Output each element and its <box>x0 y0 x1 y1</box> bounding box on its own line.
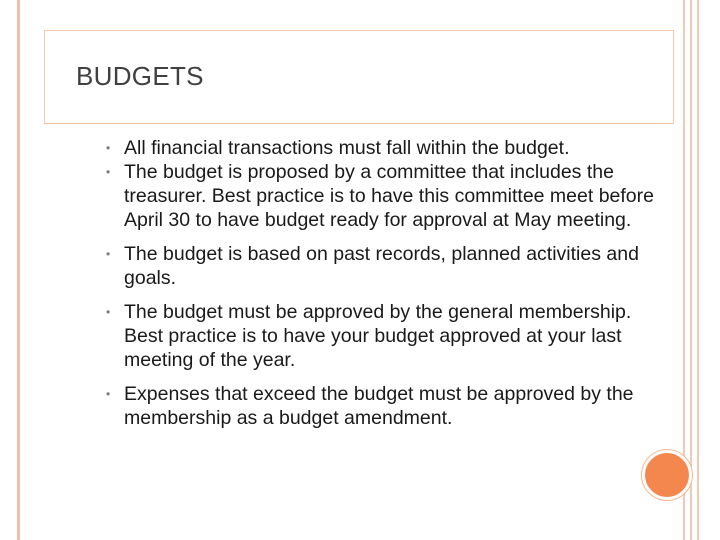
bullet-item <box>100 382 660 430</box>
bullet-dot-icon: • <box>106 165 111 179</box>
right-decorative-line-3 <box>697 0 699 540</box>
accent-circle-decoration <box>642 450 692 500</box>
bullet-list <box>100 136 660 430</box>
left-decorative-line <box>17 0 20 540</box>
bullet-text: The budget is based on past records, planned activities and goals. <box>124 243 639 289</box>
bullet-item <box>100 136 660 160</box>
bullet-dot-icon: • <box>106 305 111 319</box>
bullet-dot-icon: • <box>106 247 111 261</box>
bullet-text: The budget is proposed by a committee that includes the treasurer. Best practice is to have this committee meet before April 30 to have budget ready for approval at May meeting. <box>124 161 654 231</box>
bullet-item <box>100 300 660 372</box>
bullet-dot-icon: • <box>106 141 111 155</box>
bullet-item <box>100 160 660 232</box>
bullet-item <box>100 242 660 290</box>
slide-title: BUDGETS <box>76 61 204 91</box>
right-decorative-line-2 <box>690 0 692 540</box>
bullet-text: All financial transactions must fall within the budget. <box>124 137 570 159</box>
slide-body <box>100 136 660 430</box>
bullet-dot-icon: • <box>106 387 111 401</box>
bullet-text: Expenses that exceed the budget must be approved by the membership as a budget amendment. <box>124 383 634 429</box>
bullet-text: The budget must be approved by the general membership. Best practice is to have your budget approved at your last meeting of the year. <box>124 301 632 371</box>
